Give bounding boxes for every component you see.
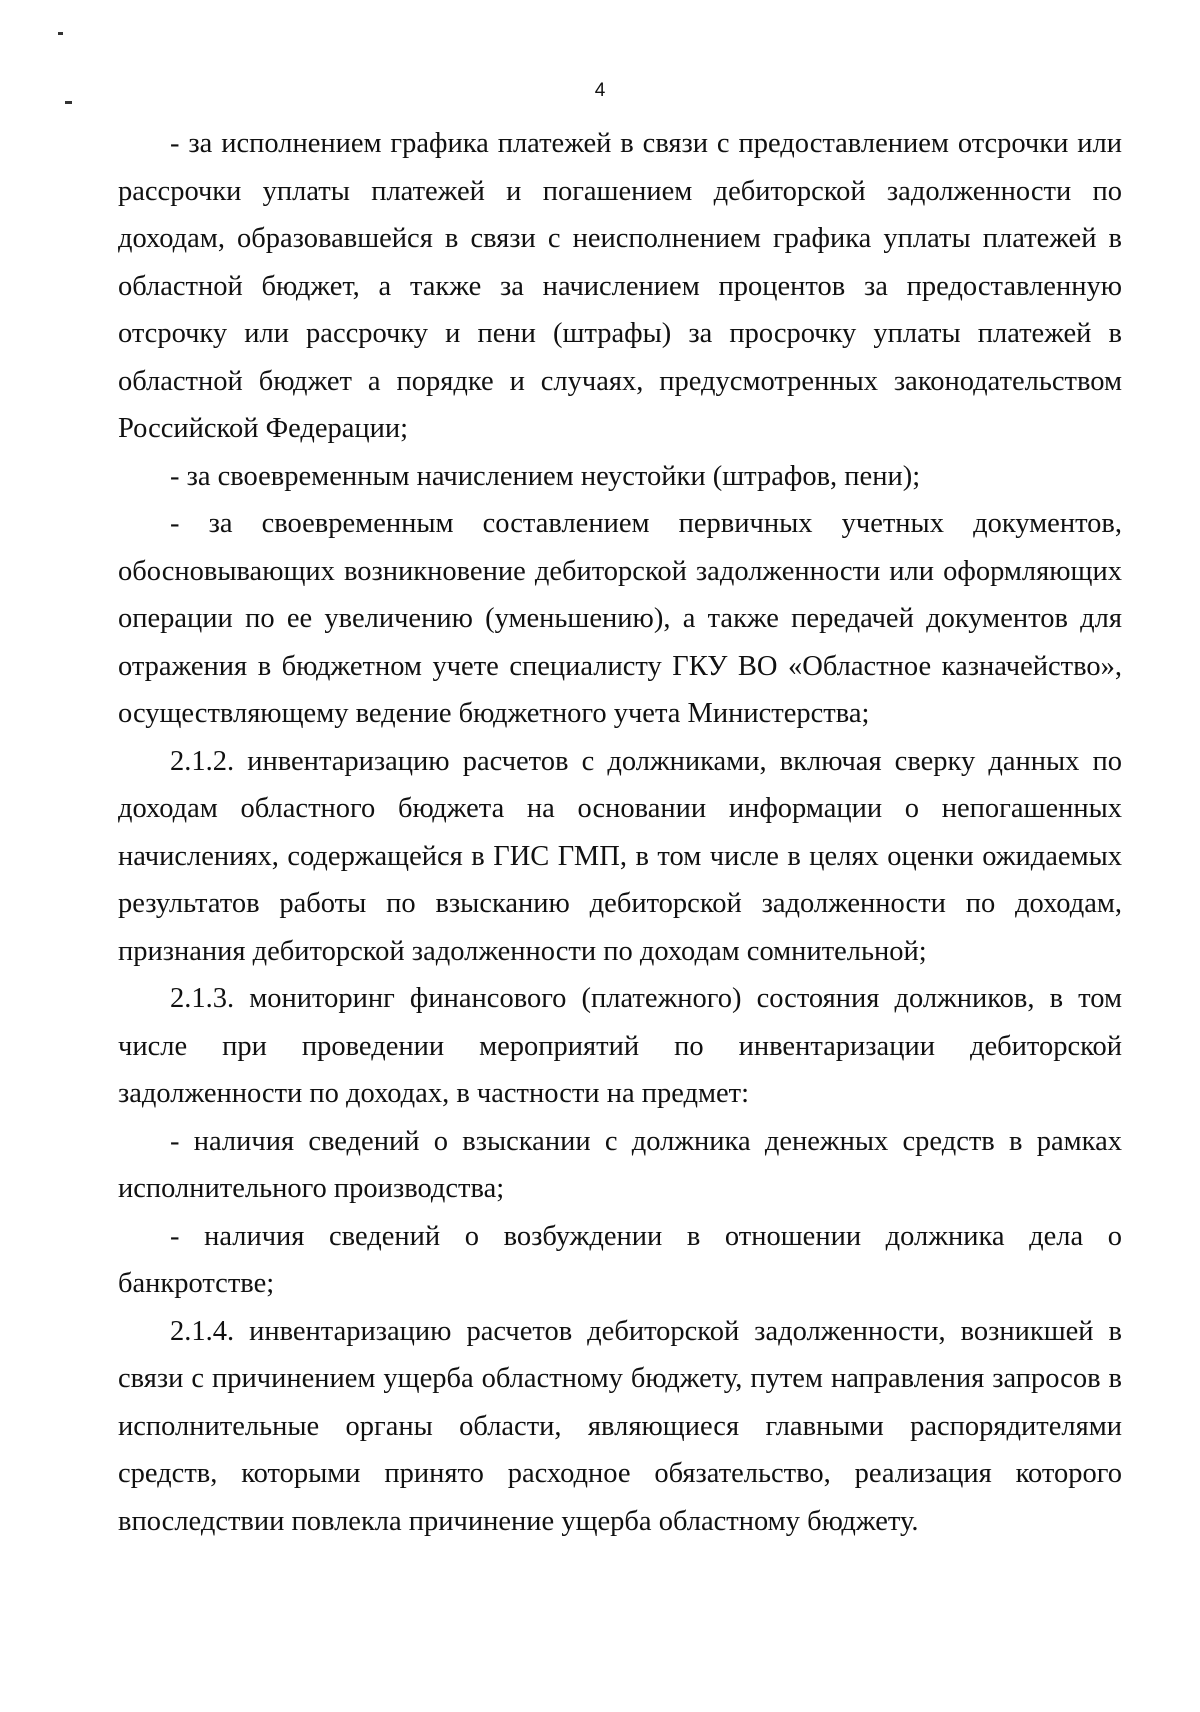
scan-artifact-mark <box>58 32 63 35</box>
paragraph-enforcement-info: - наличия сведений о взыскании с должника денежных средств в рамках исполнительного производства; <box>118 1125 1122 1204</box>
paragraph-penalty-accrual: - за своевременным начислением неустойки (штрафов, пени); <box>170 460 921 492</box>
paragraph-primary-documents: - за своевременным составлением первичных учетных документов, обосновывающих возникновение дебиторской задолженности или оформляющих операции по ее увеличению (уменьшению), а также передачей документов для отражения в бюджетном учете специалисту ГКУ ВО «Областное казначейство», осуществляющему ведение бюджетного учета Министерства; <box>118 508 1122 729</box>
paragraph-bankruptcy-info: - наличия сведений о возбуждении в отношении должника дела о банкротстве; <box>118 1220 1122 1299</box>
paragraph-2-1-2: 2.1.2. инвентаризацию расчетов с должниками, включая сверку данных по доходам областного бюджета на основании информации о непогашенных начислениях, содержащейся в ГИС ГМП, в том числе в целях оценки ожидаемых результатов работы по взысканию дебиторской задолженности по доходам, признания дебиторской задолженности по доходам сомнительной; <box>118 745 1122 967</box>
paragraph-2-1-3: 2.1.3. мониторинг финансового (платежного) состояния должников, в том числе при проведении мероприятий по инвентаризации дебиторской задолженности по доходах, в частности на предмет: <box>118 983 1122 1109</box>
paragraph-payment-schedule-control: - за исполнением графика платежей в связи с предоставлением отсрочки или рассрочки уплаты платежей и погашением дебиторской задолженности по доходам, образовавшейся в связи с неисполнением графика уплаты платежей в областной бюджет, а также за начислением процентов за предоставленную отсрочку или рассрочку и пени (штрафы) за просрочку уплаты платежей в областной бюджет а порядке и случаях, предусмотренных законодательством Российской Федерации; <box>118 128 1122 444</box>
document-body <box>118 120 1122 1545</box>
page-number: 4 <box>594 80 606 101</box>
paragraph-2-1-4: 2.1.4. инвентаризацию расчетов дебиторской задолженности, возникшей в связи с причинением ущерба областному бюджету, путем направления запросов в исполнительные органы области, являющиеся главными распорядителями средств, которыми принято расходное обязательство, реализация которого впоследствии повлекла причинение ущерба областному бюджету. <box>118 1315 1122 1537</box>
